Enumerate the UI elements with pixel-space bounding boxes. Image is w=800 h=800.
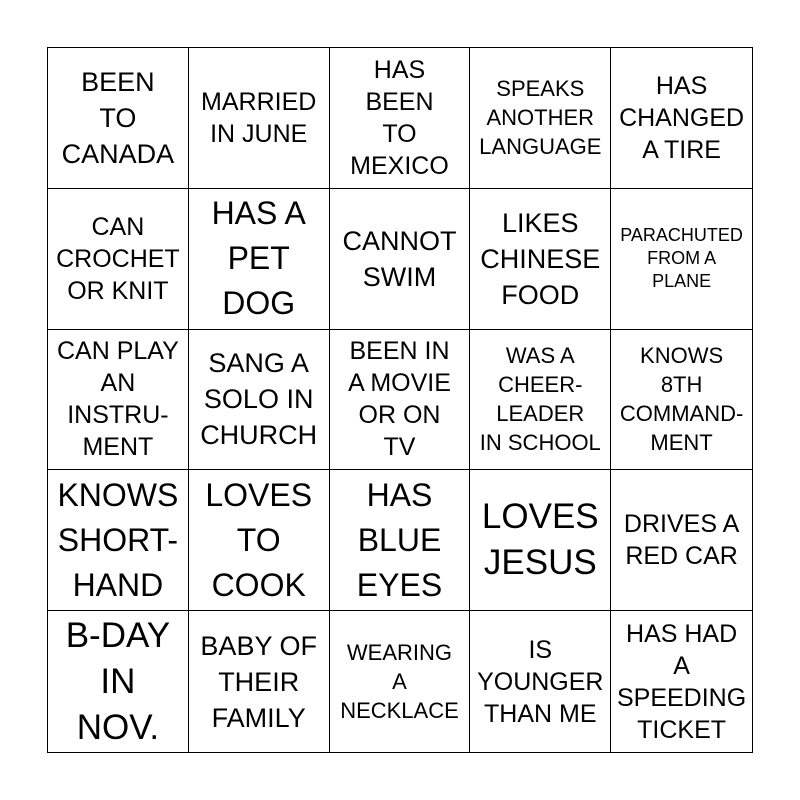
- bingo-cell-r1-c5[interactable]: HAS CHANGED A TIRE: [611, 48, 752, 189]
- bingo-cell-r3-c5[interactable]: KNOWS 8TH COMMAND- MENT: [611, 330, 752, 471]
- bingo-cell-r4-c1[interactable]: KNOWS SHORT- HAND: [48, 470, 189, 611]
- bingo-cell-r3-c4[interactable]: WAS A CHEER- LEADER IN SCHOOL: [470, 330, 611, 471]
- bingo-cell-r3-c3[interactable]: BEEN IN A MOVIE OR ON TV: [330, 330, 471, 471]
- bingo-cell-r5-c4[interactable]: IS YOUNGER THAN ME: [470, 611, 611, 752]
- bingo-cell-r1-c1[interactable]: BEEN TO CANADA: [48, 48, 189, 189]
- bingo-cell-r5-c1[interactable]: B-DAY IN NOV.: [48, 611, 189, 752]
- bingo-cell-r4-c5[interactable]: DRIVES A RED CAR: [611, 470, 752, 611]
- bingo-board: [47, 47, 753, 753]
- bingo-cell-r1-c2[interactable]: MARRIED IN JUNE: [189, 48, 330, 189]
- bingo-cell-r4-c3[interactable]: HAS BLUE EYES: [330, 470, 471, 611]
- bingo-cell-r3-c1[interactable]: CAN PLAY AN INSTRU- MENT: [48, 330, 189, 471]
- bingo-cell-r1-c4[interactable]: SPEAKS ANOTHER LANGUAGE: [470, 48, 611, 189]
- bingo-cell-r2-c3[interactable]: CANNOT SWIM: [330, 189, 471, 330]
- bingo-cell-r4-c2[interactable]: LOVES TO COOK: [189, 470, 330, 611]
- bingo-cell-r5-c5[interactable]: HAS HAD A SPEEDING TICKET: [616, 619, 747, 744]
- bingo-cell-r2-c5[interactable]: PARACHUTED FROM A PLANE: [611, 189, 752, 330]
- bingo-cell-r5-c2[interactable]: BABY OF THEIR FAMILY: [189, 611, 330, 752]
- bingo-cell-r2-c2[interactable]: HAS A PET DOG: [189, 189, 330, 330]
- bingo-cell-r2-c4[interactable]: LIKES CHINESE FOOD: [470, 189, 611, 330]
- bingo-cell-r2-c1[interactable]: CAN CROCHET OR KNIT: [48, 189, 189, 330]
- bingo-cell-r3-c2[interactable]: SANG A SOLO IN CHURCH: [189, 330, 330, 471]
- bingo-cell-r1-c3[interactable]: HAS BEEN TO MEXICO: [330, 48, 471, 189]
- bingo-cell-r4-c4[interactable]: LOVES JESUS: [470, 470, 611, 611]
- bingo-cell-r5-c3[interactable]: WEARING A NECKLACE: [330, 611, 471, 752]
